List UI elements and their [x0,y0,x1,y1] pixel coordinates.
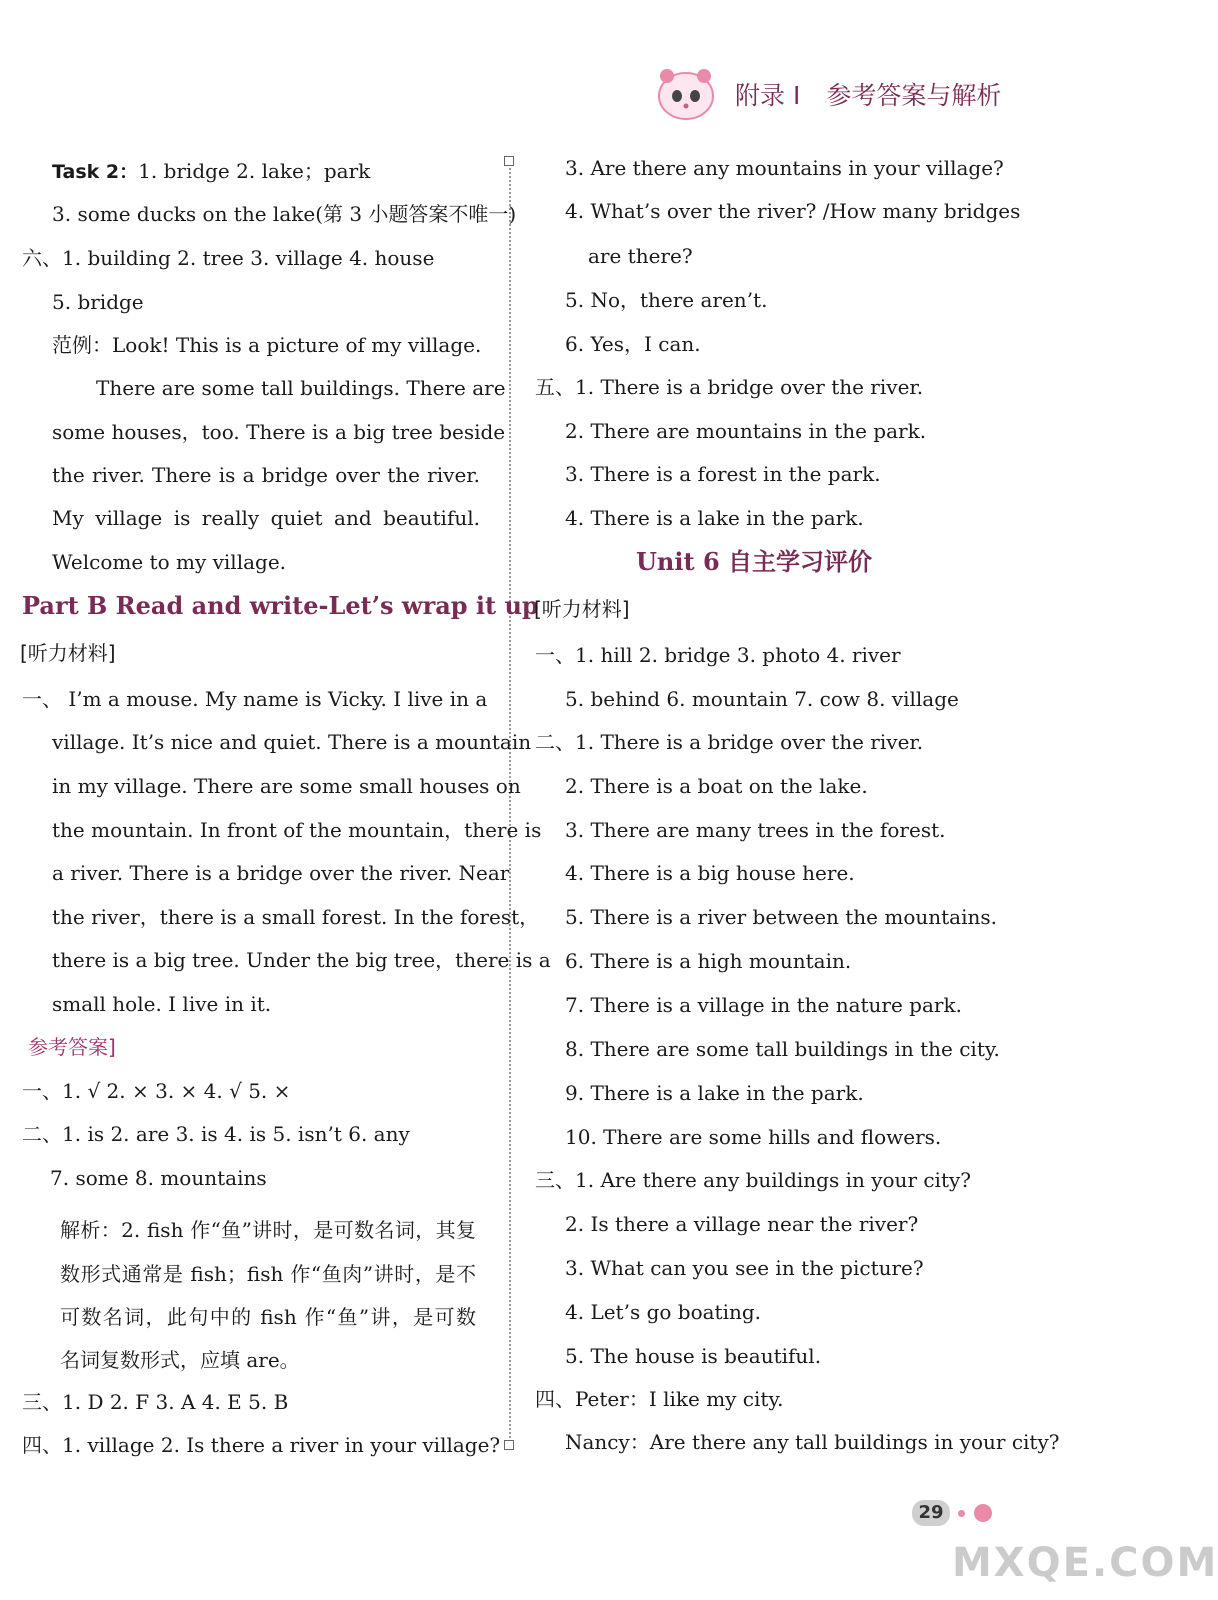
text-line: 四、Peter：I like my city. [535,1387,784,1411]
text-line: 一、 I’m a mouse. My name is Vicky. I live in a [22,687,488,711]
text-line: village. It’s nice and quiet. There is a mountain [52,730,532,754]
text-line: small hole. I live in it. [52,992,272,1016]
unit-heading: Unit 6 自主学习评价 [636,547,872,576]
text-line: 一、1. √ 2. × 3. × 4. √ 5. × [22,1079,291,1103]
text-line: 7. There is a village in the nature park. [565,993,962,1017]
task-label: Task 2： [52,161,139,183]
text-line: 二、1. There is a bridge over the river. [535,730,924,754]
text-line [52,158,370,185]
text-line: 五、1. There is a bridge over the river. [535,375,924,399]
page-footer [912,1490,1218,1600]
text-line: 一、1. hill 2. bridge 3. photo 4. river [535,643,901,667]
text-line: 5. behind 6. mountain 7. cow 8. village [565,687,959,711]
answer-label: 参考答案] [28,1035,116,1059]
text-line: 3. There is a forest in the park. [565,462,881,486]
text-line: 8. There are some tall buildings in the city. [565,1037,1000,1061]
text-line: are there? [588,244,693,268]
text-line: 2. Is there a village near the river? [565,1212,919,1236]
listening-label: [听力材料] [20,641,116,665]
text-line: 数形式通常是 fish；fish 作“鱼肉”讲时，是不 [60,1262,476,1286]
section-heading: Part B Read and write-Let’s wrap it up [22,591,539,620]
text-line: 6. There is a high mountain. [565,949,852,973]
column-divider [509,160,511,1450]
text-line: 10. There are some hills and flowers. [565,1125,942,1149]
watermark: MXQE.COM [952,1540,1218,1586]
text-line: 4. What’s over the river? /How many bridges [565,199,1021,223]
text-line: 6. Yes，I can. [565,332,701,356]
divider-top-square [504,156,514,166]
text-line: 4. Let’s go boating. [565,1300,762,1324]
text-line: 5. The house is beautiful. [565,1344,822,1368]
text-line: Nancy：Are there any tall buildings in your city? [565,1430,1060,1454]
page-number: 29 [912,1500,950,1526]
text-line: 2. There is a boat on the lake. [565,774,868,798]
text-line: There are some tall buildings. There are [96,376,506,400]
text-line: Welcome to my village. [52,550,287,574]
text-line: 三、1. Are there any buildings in your city? [535,1168,972,1192]
text-line: 解析：2. fish 作“鱼”讲时，是可数名词，其复 [60,1218,476,1242]
text-line: 六、1. building 2. tree 3. village 4. house [22,246,435,270]
text-line: 3. Are there any mountains in your village? [565,156,1004,180]
text-line: 名词复数形式，应填 are。 [60,1348,300,1372]
text-line: 5. There is a river between the mountains. [565,905,998,929]
text-line: 9. There is a lake in the park. [565,1081,864,1105]
text-line: 7. some 8. mountains [50,1166,267,1190]
text-line: 3. some ducks on the lake(第 3 小题答案不唯一) [52,202,517,226]
text-line: 5. bridge [52,290,144,314]
header-title [735,76,1001,112]
pink-dot-icon [958,1510,965,1517]
text-line: the mountain. In front of the mountain，there is [52,818,542,842]
text-line: 3. There are many trees in the forest. [565,818,946,842]
text-line: a river. There is a bridge over the river. Near [52,861,510,885]
divider-bottom-square [504,1440,514,1450]
text-line: the river，there is a small forest. In the forest， [52,905,540,929]
text-line: 5. No，there aren’t. [565,288,768,312]
text-line: 三、1. D 2. F 3. A 4. E 5. B [22,1390,289,1414]
panda-mascot-icon [650,62,720,122]
text-line: 可数名词，此句中的 fish 作“鱼”讲，是可数 [60,1305,476,1329]
text-line: 四、1. village 2. Is there a river in your village? [22,1433,501,1457]
text-line: My village is really quiet and beautiful. [52,506,480,530]
text-line: 3. What can you see in the picture? [565,1256,924,1280]
text-line: the river. There is a bridge over the river. [52,463,480,487]
text-line: some houses，too. There is a big tree beside [52,420,506,444]
text-line: 范例：Look! This is a picture of my village. [52,333,482,357]
text-line: 2. There are mountains in the park. [565,419,927,443]
task-answers: 1. bridge 2. lake；park [138,159,371,183]
appendix-label: 附录 I [735,81,801,110]
listening-label: [听力材料] [534,597,630,621]
text-line: 二、1. is 2. are 3. is 4. is 5. isn’t 6. any [22,1122,410,1146]
text-line: in my village. There are some small houses on [52,774,521,798]
answer-title: 参考答案与解析 [826,81,1002,110]
page-header [650,62,1070,132]
text-line: 4. There is a lake in the park. [565,506,864,530]
pink-dot-icon [974,1504,992,1522]
text-line: there is a big tree. Under the big tree，there is a [52,948,551,972]
text-line: 4. There is a big house here. [565,861,855,885]
